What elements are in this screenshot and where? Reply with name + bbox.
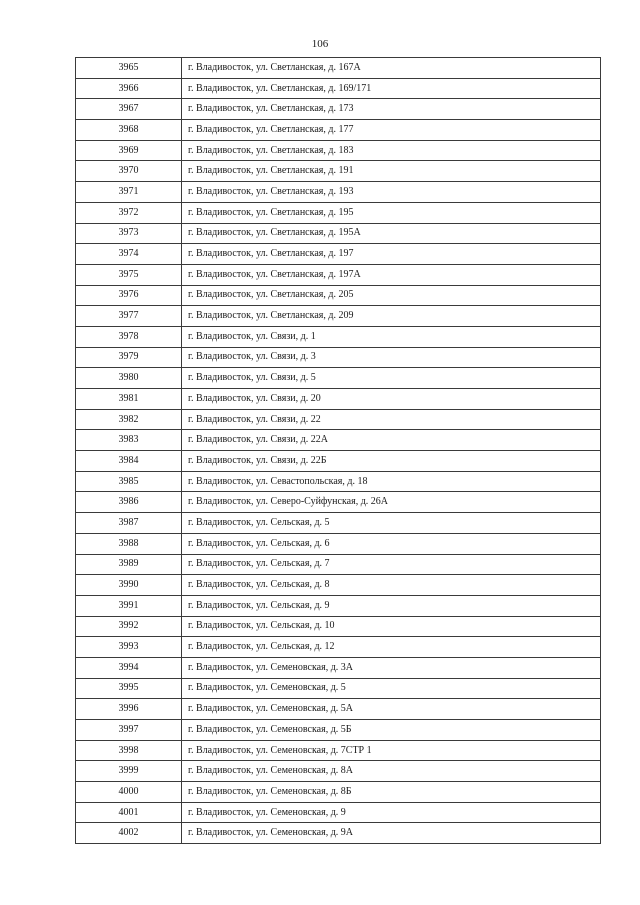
address-cell: г. Владивосток, ул. Сельская, д. 7 (182, 554, 601, 575)
address-cell: г. Владивосток, ул. Сельская, д. 6 (182, 533, 601, 554)
row-number-cell: 3973 (76, 223, 182, 244)
address-cell: г. Владивосток, ул. Связи, д. 22Б (182, 451, 601, 472)
row-number-cell: 3999 (76, 761, 182, 782)
table-row (76, 182, 601, 203)
address-cell: г. Владивосток, ул. Светланская, д. 209 (182, 306, 601, 327)
address-cell: г. Владивосток, ул. Семеновская, д. 5Б (182, 720, 601, 741)
row-number-cell: 3974 (76, 244, 182, 265)
address-cell: г. Владивосток, ул. Светланская, д. 167А (182, 58, 601, 79)
address-cell: г. Владивосток, ул. Связи, д. 3 (182, 347, 601, 368)
row-number-cell: 3965 (76, 58, 182, 79)
row-number-cell: 3993 (76, 637, 182, 658)
table-row (76, 120, 601, 141)
address-cell: г. Владивосток, ул. Светланская, д. 193 (182, 182, 601, 203)
row-number-cell: 3981 (76, 389, 182, 410)
table-row (76, 202, 601, 223)
address-cell: г. Владивосток, ул. Сельская, д. 8 (182, 575, 601, 596)
table-row (76, 761, 601, 782)
table-row (76, 285, 601, 306)
table-row (76, 306, 601, 327)
table-row (76, 575, 601, 596)
address-table-body (76, 58, 601, 844)
address-cell: г. Владивосток, ул. Светланская, д. 205 (182, 285, 601, 306)
address-table (75, 57, 601, 844)
row-number-cell: 3976 (76, 285, 182, 306)
address-cell: г. Владивосток, ул. Связи, д. 1 (182, 326, 601, 347)
row-number-cell: 3967 (76, 99, 182, 120)
row-number-cell: 3989 (76, 554, 182, 575)
address-cell: г. Владивосток, ул. Сельская, д. 5 (182, 513, 601, 534)
row-number-cell: 4002 (76, 823, 182, 844)
row-number-cell: 3966 (76, 78, 182, 99)
row-number-cell: 3987 (76, 513, 182, 534)
table-row (76, 699, 601, 720)
row-number-cell: 3982 (76, 409, 182, 430)
table-row (76, 389, 601, 410)
table-row (76, 78, 601, 99)
table-row (76, 533, 601, 554)
row-number-cell: 3984 (76, 451, 182, 472)
row-number-cell: 3991 (76, 595, 182, 616)
table-row (76, 471, 601, 492)
address-cell: г. Владивосток, ул. Семеновская, д. 3А (182, 657, 601, 678)
table-row (76, 513, 601, 534)
table-row (76, 637, 601, 658)
address-cell: г. Владивосток, ул. Связи, д. 22 (182, 409, 601, 430)
row-number-cell: 3983 (76, 430, 182, 451)
table-row (76, 595, 601, 616)
table-row (76, 782, 601, 803)
table-row (76, 223, 601, 244)
address-cell: г. Владивосток, ул. Семеновская, д. 8Б (182, 782, 601, 803)
address-cell: г. Владивосток, ул. Светланская, д. 191 (182, 161, 601, 182)
table-row (76, 657, 601, 678)
row-number-cell: 3992 (76, 616, 182, 637)
table-row (76, 244, 601, 265)
address-cell: г. Владивосток, ул. Сельская, д. 9 (182, 595, 601, 616)
row-number-cell: 3972 (76, 202, 182, 223)
address-cell: г. Владивосток, ул. Связи, д. 20 (182, 389, 601, 410)
address-cell: г. Владивосток, ул. Светланская, д. 169/171 (182, 78, 601, 99)
row-number-cell: 3975 (76, 264, 182, 285)
row-number-cell: 3979 (76, 347, 182, 368)
table-row (76, 140, 601, 161)
row-number-cell: 3995 (76, 678, 182, 699)
address-cell: г. Владивосток, ул. Светланская, д. 173 (182, 99, 601, 120)
address-cell: г. Владивосток, ул. Светланская, д. 195 (182, 202, 601, 223)
address-cell: г. Владивосток, ул. Светланская, д. 197А (182, 264, 601, 285)
address-cell: г. Владивосток, ул. Семеновская, д. 9А (182, 823, 601, 844)
table-row (76, 347, 601, 368)
table-row (76, 368, 601, 389)
row-number-cell: 4000 (76, 782, 182, 803)
address-cell: г. Владивосток, ул. Светланская, д. 197 (182, 244, 601, 265)
address-cell: г. Владивосток, ул. Северо-Суйфунская, д. 26А (182, 492, 601, 513)
row-number-cell: 4001 (76, 802, 182, 823)
row-number-cell: 3988 (76, 533, 182, 554)
table-row (76, 720, 601, 741)
row-number-cell: 3977 (76, 306, 182, 327)
address-cell: г. Владивосток, ул. Семеновская, д. 8А (182, 761, 601, 782)
row-number-cell: 3970 (76, 161, 182, 182)
address-cell: г. Владивосток, ул. Семеновская, д. 9 (182, 802, 601, 823)
row-number-cell: 3994 (76, 657, 182, 678)
table-row (76, 678, 601, 699)
row-number-cell: 3978 (76, 326, 182, 347)
address-cell: г. Владивосток, ул. Семеновская, д. 5А (182, 699, 601, 720)
page-number: 106 (311, 38, 329, 50)
table-row (76, 823, 601, 844)
address-cell: г. Владивосток, ул. Семеновская, д. 5 (182, 678, 601, 699)
table-row (76, 264, 601, 285)
address-cell: г. Владивосток, ул. Связи, д. 22А (182, 430, 601, 451)
row-number-cell: 3996 (76, 699, 182, 720)
row-number-cell: 3990 (76, 575, 182, 596)
address-cell: г. Владивосток, ул. Сельская, д. 12 (182, 637, 601, 658)
row-number-cell: 3985 (76, 471, 182, 492)
row-number-cell: 3997 (76, 720, 182, 741)
table-row (76, 492, 601, 513)
address-cell: г. Владивосток, ул. Сельская, д. 10 (182, 616, 601, 637)
address-cell: г. Владивосток, ул. Связи, д. 5 (182, 368, 601, 389)
table-row (76, 161, 601, 182)
row-number-cell: 3968 (76, 120, 182, 141)
table-row (76, 554, 601, 575)
table-row (76, 616, 601, 637)
row-number-cell: 3971 (76, 182, 182, 203)
address-cell: г. Владивосток, ул. Семеновская, д. 7СТР 1 (182, 740, 601, 761)
table-row (76, 58, 601, 79)
table-row (76, 802, 601, 823)
table-row (76, 740, 601, 761)
table-row (76, 99, 601, 120)
table-row (76, 430, 601, 451)
table-row (76, 326, 601, 347)
address-cell: г. Владивосток, ул. Севастопольская, д. 18 (182, 471, 601, 492)
table-row (76, 451, 601, 472)
row-number-cell: 3969 (76, 140, 182, 161)
address-cell: г. Владивосток, ул. Светланская, д. 195А (182, 223, 601, 244)
row-number-cell: 3980 (76, 368, 182, 389)
row-number-cell: 3998 (76, 740, 182, 761)
address-cell: г. Владивосток, ул. Светланская, д. 183 (182, 140, 601, 161)
table-row (76, 409, 601, 430)
address-cell: г. Владивосток, ул. Светланская, д. 177 (182, 120, 601, 141)
row-number-cell: 3986 (76, 492, 182, 513)
